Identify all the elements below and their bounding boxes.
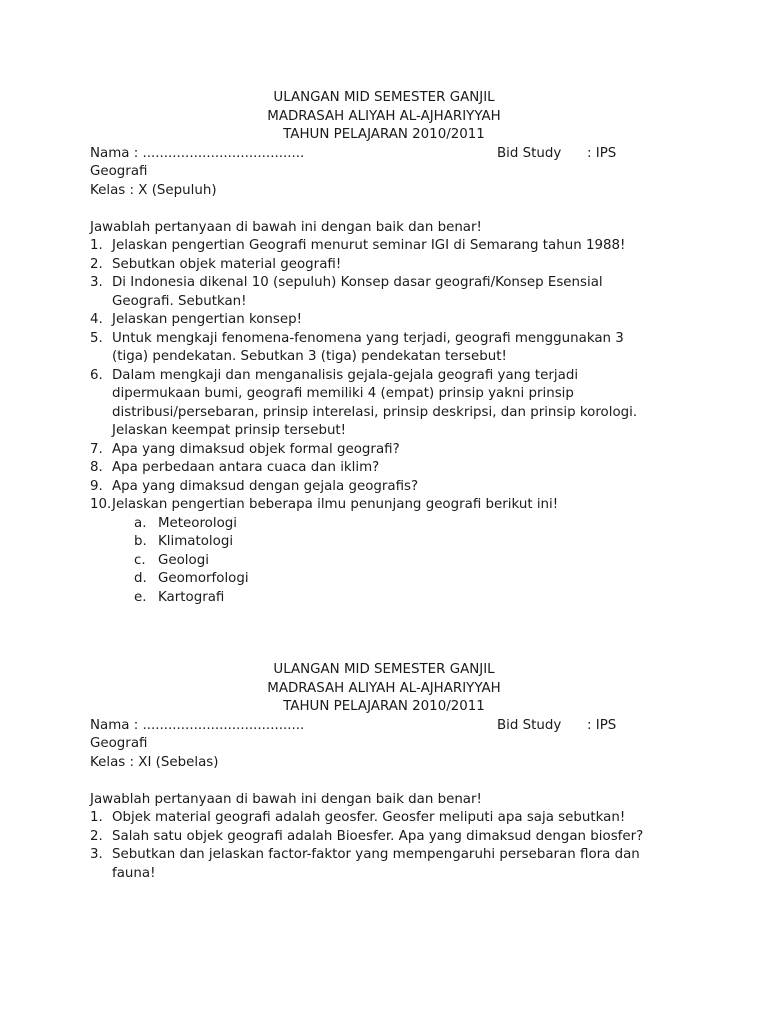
question-item: [90, 441, 690, 460]
subject-name: Geografi: [90, 736, 148, 751]
question-text: Jelaskan pengertian Geografi menurut seminar IGI di Semarang tahun 1988!: [112, 238, 626, 253]
sub-item-text: Geomorfologi: [158, 571, 249, 586]
question-item: [90, 311, 690, 330]
question-text: Salah satu objek geografi adalah Bioesfer. Apa yang dimaksud dengan biosfer?: [112, 828, 644, 844]
question-text: Geografi. Sebutkan!: [112, 293, 247, 309]
question-number: 1.: [90, 810, 103, 825]
class-field: Kelas : X (Sepuluh): [90, 182, 217, 198]
bid-study-value: : IPS: [587, 717, 617, 733]
sub-item-letter: d.: [134, 571, 147, 586]
school-name: MADRASAH ALIYAH AL-AJHARIYYAH: [267, 680, 501, 696]
bid-study-value: : IPS: [587, 145, 617, 161]
sub-item-letter: b.: [134, 534, 147, 549]
question-text: dipermukaan bumi, geografi memiliki 4 (empat) prinsip yakni prinsip: [112, 386, 574, 401]
question-text: (tiga) pendekatan. Sebutkan 3 (tiga) pendekatan tersebut!: [112, 349, 507, 364]
question-item: [90, 459, 690, 478]
spacer: [90, 200, 690, 219]
question-number: 10.: [90, 497, 112, 512]
name-row: [90, 717, 690, 736]
question-number: 3.: [90, 847, 103, 862]
sub-item-letter: a.: [134, 515, 147, 531]
question-text: Untuk mengkaji fenomena-fenomena yang terjadi, geografi menggunakan 3: [112, 330, 624, 346]
question-number: 5.: [90, 330, 103, 346]
spacer: [90, 772, 690, 791]
sub-item: [90, 515, 690, 534]
question-number: 9.: [90, 478, 103, 494]
question-text: Jelaskan pengertian konsep!: [112, 312, 302, 327]
sub-item-text: Klimatologi: [158, 534, 234, 549]
sub-item-text: Geologi: [158, 552, 209, 568]
question-text: Jelaskan pengertian beberapa ilmu penunjang geografi berikut ini!: [112, 497, 559, 512]
exam-sheet-class-x: [90, 89, 690, 607]
question-text: Apa yang dimaksud objek formal geografi?: [112, 441, 400, 457]
exam-title: ULANGAN MID SEMESTER GANJIL: [273, 662, 495, 677]
exam-title: ULANGAN MID SEMESTER GANJIL: [273, 90, 495, 105]
question-number: 1.: [90, 238, 103, 253]
sub-item-text: Kartografi: [158, 589, 225, 605]
question-number: 3.: [90, 275, 103, 290]
question-number: 2.: [90, 828, 103, 844]
question-item: [90, 846, 690, 883]
question-item: [90, 828, 690, 847]
sub-item: [90, 589, 690, 608]
instruction: Jawablah pertanyaan di bawah ini dengan baik dan benar!: [90, 219, 482, 235]
class-field: Kelas : XI (Sebelas): [90, 754, 219, 770]
question-text: Sebutkan dan jelaskan factor-faktor yang mempengaruhi persebaran flora dan: [112, 847, 640, 862]
question-text: Di Indonesia dikenal 10 (sepuluh) Konsep dasar geografi/Konsep Esensial: [112, 275, 603, 290]
exam-sheet-class-xi: [90, 661, 690, 883]
sub-item-letter: e.: [134, 589, 147, 605]
bid-study-label: Bid Study: [497, 717, 562, 733]
question-text: Sebutkan objek material geografi!: [112, 256, 342, 272]
question-text: Apa yang dimaksud dengan gejala geografis?: [112, 478, 419, 494]
name-field: Nama : ......................................: [90, 717, 305, 733]
question-number: 7.: [90, 441, 103, 457]
question-list: [90, 237, 690, 515]
question-item: [90, 237, 690, 256]
academic-year: TAHUN PELAJARAN 2010/2011: [283, 699, 485, 714]
sub-item: [90, 533, 690, 552]
question-item: [90, 496, 690, 515]
question-number: 6.: [90, 367, 103, 383]
question-text: distribusi/persebaran, prinsip interelasi, prinsip deskripsi, dan prinsip korologi.: [112, 404, 638, 420]
question-item: [90, 367, 690, 441]
question-item: [90, 330, 690, 367]
subject-name: Geografi: [90, 164, 148, 179]
instruction: Jawablah pertanyaan di bawah ini dengan baik dan benar!: [90, 791, 482, 807]
question-text: fauna!: [112, 865, 156, 881]
question-number: 8.: [90, 460, 103, 475]
bid-study: [497, 145, 617, 164]
school-name: MADRASAH ALIYAH AL-AJHARIYYAH: [267, 108, 501, 124]
sub-item-letter: c.: [134, 552, 146, 568]
sub-item: [90, 552, 690, 571]
question-text: Dalam mengkaji dan menganalisis gejala-gejala geografi yang terjadi: [112, 367, 579, 383]
question-list: [90, 809, 690, 883]
sub-item-text: Meteorologi: [158, 515, 238, 531]
sub-item-list: [90, 515, 690, 608]
bid-study: [497, 717, 617, 736]
name-field: Nama : ......................................: [90, 145, 305, 161]
question-text: Jelaskan keempat prinsip tersebut!: [112, 423, 347, 438]
question-item: [90, 274, 690, 311]
question-item: [90, 809, 690, 828]
academic-year: TAHUN PELAJARAN 2010/2011: [283, 127, 485, 142]
question-number: 2.: [90, 256, 103, 272]
question-text: Objek material geografi adalah geosfer. Geosfer meliputi apa saja sebutkan!: [112, 810, 626, 825]
question-number: 4.: [90, 312, 103, 327]
name-row: [90, 145, 690, 164]
sub-item: [90, 570, 690, 589]
question-item: [90, 256, 690, 275]
question-item: [90, 478, 690, 497]
bid-study-label: Bid Study: [497, 145, 562, 161]
question-text: Apa perbedaan antara cuaca dan iklim?: [112, 460, 380, 475]
